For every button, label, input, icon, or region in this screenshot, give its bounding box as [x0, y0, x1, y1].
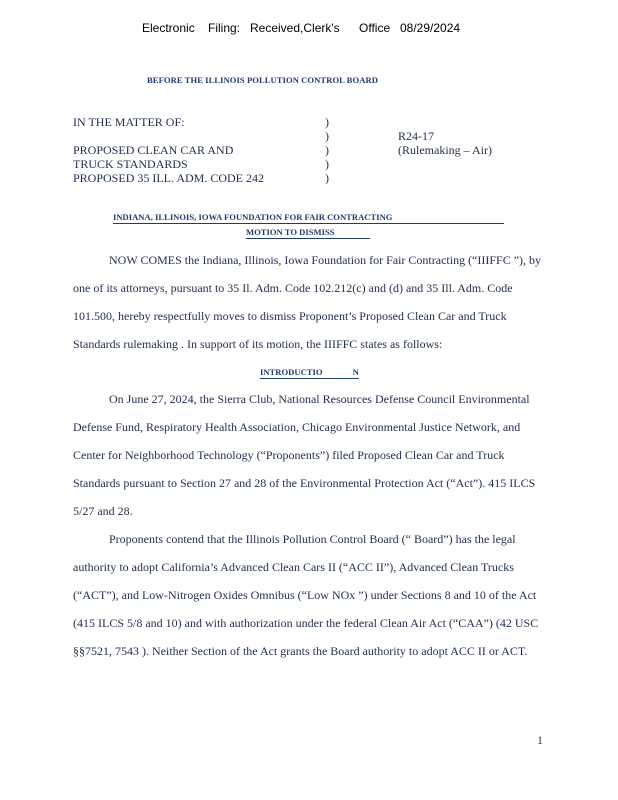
caption-parens: [325, 115, 329, 185]
motion-title: MOTION TO DISMISS: [246, 227, 370, 239]
text-line: (“ACT”), and Low-Nitrogen Oxides Omnibus (“Low NOx ”) under Sections 8 and 10 of the Act: [73, 588, 537, 602]
text-line: Standards rulemaking . In support of its motion, the IIIFFC states as follows:: [73, 337, 443, 351]
text-line: §§7521, 7543 ). Neither Section of the Act grants the Board authority to adopt ACC II or ACT.: [73, 644, 528, 658]
filing-electronic: Electronic: [142, 21, 195, 35]
caption-line: PROPOSED 35 ILL. ADM. CODE 242: [73, 171, 265, 185]
caption-matter: [73, 115, 323, 185]
text-line: Proponents contend that the Illinois Pollution Control Board (“ Board”) has the legal: [109, 532, 516, 546]
filing-label: Filing:: [208, 21, 241, 35]
caption-line: IN THE MATTER OF:: [73, 115, 185, 129]
section-heading-part: INTRODUCTIO: [260, 367, 323, 377]
section-heading-part: N: [352, 367, 359, 377]
docket-type: (Rulemaking – Air): [398, 143, 492, 157]
text-line: (415 ILCS 5/8 and 10) and with authorization under the federal Clean Air Act (“CAA”) (42 USC: [73, 616, 539, 630]
text-line: Center for Neighborhood Technology (“Proponents”) filed Proposed Clean Car and Truck: [73, 448, 505, 462]
text-line: authority to adopt California’s Advanced Clean Cars II (“ACC II”), Advanced Clean Trucks: [73, 560, 514, 574]
caption-paren: ): [325, 115, 329, 129]
filing-office: Office: [359, 21, 391, 35]
board-title: BEFORE THE ILLINOIS POLLUTION CONTROL BOARD: [147, 75, 378, 85]
filing-received: Received,Clerk's: [250, 21, 340, 35]
section-heading-introduction: [260, 367, 359, 379]
text-line: 5/27 and 28.: [73, 504, 133, 518]
filing-date: 08/29/2024: [400, 21, 461, 35]
caption-paren: ): [325, 157, 329, 171]
text-line: NOW COMES the Indiana, Illinois, Iowa Foundation for Fair Contracting (“IIIFFC ”), by: [109, 253, 542, 267]
motion-header: [113, 212, 504, 237]
caption-line: [73, 129, 323, 143]
text-line: 101.500, hereby respectfully moves to dismiss Proponent’s Proposed Clean Car and Truck: [73, 309, 507, 323]
text-line: On June 27, 2024, the Sierra Club, National Resources Defense Council Environmental: [109, 392, 530, 406]
caption-paren: ): [325, 143, 329, 157]
caption-paren: ): [325, 129, 329, 143]
caption-paren: ): [325, 171, 329, 185]
text-line: one of its attorneys, pursuant to 35 Il. Adm. Code 102.212(c) and (d) and 35 Ill. Adm. Code: [73, 281, 513, 295]
motion-party: INDIANA, ILLINOIS, IOWA FOUNDATION FOR FAIR CONTRACTING: [113, 212, 504, 224]
text-line: Defense Fund, Respiratory Health Association, Chicago Environmental Justice Network, and: [73, 420, 521, 434]
caption-line: PROPOSED CLEAN CAR AND: [73, 143, 234, 157]
docket-number: R24-17: [398, 129, 434, 143]
caption-line: TRUCK STANDARDS: [73, 157, 188, 171]
text-line: Standards pursuant to Section 27 and 28 of the Environmental Protection Act (“Act”). 415 ILCS: [73, 476, 536, 490]
caption-docket: [398, 129, 492, 157]
page-number: 1: [537, 733, 543, 747]
